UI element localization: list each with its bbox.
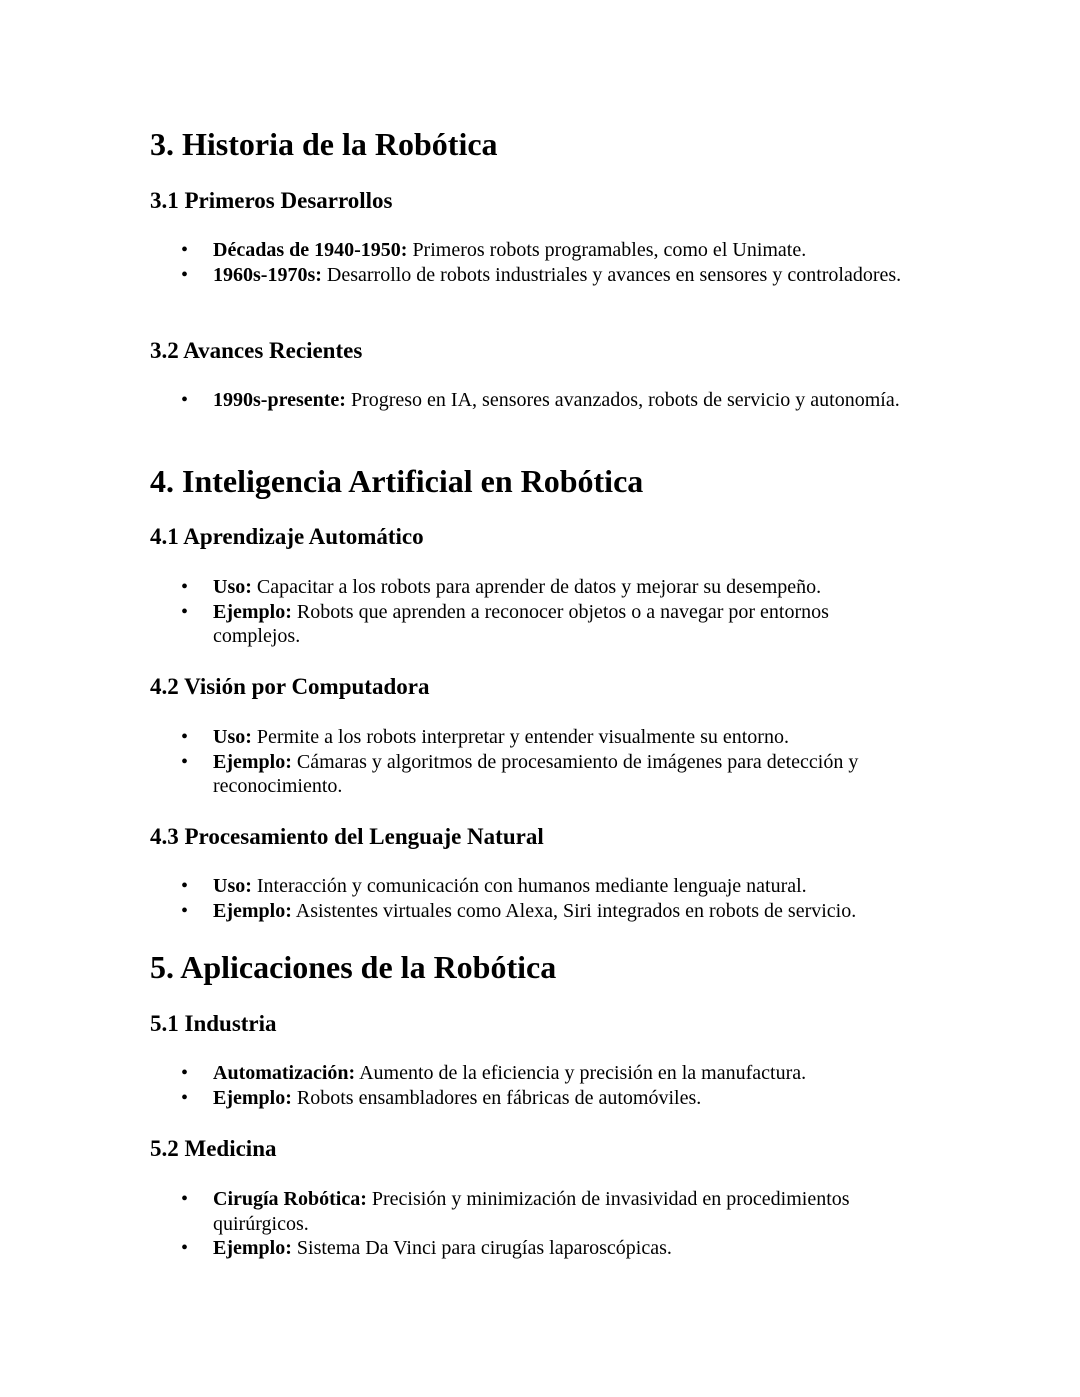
subsection-heading: 3.1 Primeros Desarrollos bbox=[150, 188, 393, 213]
list-item bbox=[150, 263, 910, 288]
item-term: Uso: bbox=[213, 576, 252, 598]
item-term: Décadas de 1940-1950: bbox=[213, 239, 408, 261]
item-term: Ejemplo: bbox=[213, 1237, 292, 1259]
item-term: 1990s-presente: bbox=[213, 389, 346, 411]
bullet-icon: • bbox=[181, 1188, 189, 1210]
item-term: Uso: bbox=[213, 875, 252, 897]
item-text: Interacción y comunicación con humanos mediante lenguaje natural. bbox=[251, 875, 807, 897]
item-term: Cirugía Robótica: bbox=[213, 1188, 367, 1210]
bullet-icon: • bbox=[181, 750, 189, 773]
subsection-heading: 4.1 Aprendizaje Automático bbox=[150, 524, 424, 549]
bullet-icon: • bbox=[181, 899, 189, 922]
list-item bbox=[150, 874, 910, 899]
bullet-icon: • bbox=[181, 600, 189, 623]
item-text: Cámaras y algoritmos de procesamiento de imágenes para detección y reconocimiento. bbox=[213, 750, 859, 797]
bullet-list bbox=[150, 1061, 910, 1110]
bullet-icon: • bbox=[181, 239, 189, 261]
list-item bbox=[150, 388, 910, 413]
item-text: Robots que aprenden a reconocer objetos o a navegar por entornos complejos. bbox=[213, 600, 829, 647]
item-term: Ejemplo: bbox=[213, 750, 292, 773]
list-item bbox=[150, 899, 910, 924]
item-text: Precisión y minimización de invasividad en procedimientos quirúrgicos. bbox=[213, 1188, 850, 1235]
subsection-heading: 5.1 Industria bbox=[150, 1011, 277, 1036]
section-heading: 5. Aplicaciones de la Robótica bbox=[150, 949, 557, 985]
list-item bbox=[150, 1061, 910, 1086]
bullet-icon: • bbox=[181, 726, 189, 748]
bullet-icon: • bbox=[181, 389, 189, 411]
item-term: 1960s-1970s: bbox=[213, 263, 322, 286]
list-item bbox=[150, 750, 910, 799]
list-item bbox=[150, 725, 910, 750]
list-item bbox=[150, 600, 910, 649]
item-term: Uso: bbox=[213, 726, 252, 748]
item-term: Ejemplo: bbox=[213, 1086, 292, 1109]
bullet-list bbox=[150, 575, 910, 649]
bullet-list bbox=[150, 725, 910, 799]
list-item bbox=[150, 575, 910, 600]
subsection-heading: 4.2 Visión por Computadora bbox=[150, 674, 430, 699]
bullet-list bbox=[150, 874, 910, 923]
subsection-heading: 3.2 Avances Recientes bbox=[150, 338, 363, 363]
bullet-icon: • bbox=[181, 1062, 189, 1084]
bullet-icon: • bbox=[181, 576, 189, 598]
bullet-icon: • bbox=[181, 1086, 189, 1109]
item-text: Permite a los robots interpretar y entender visualmente su entorno. bbox=[251, 726, 789, 748]
item-text: Capacitar a los robots para aprender de datos y mejorar su desempeño. bbox=[251, 576, 822, 598]
item-text: Desarrollo de robots industriales y avances en sensores y controladores. bbox=[321, 263, 902, 286]
bullet-list bbox=[150, 388, 910, 413]
item-term: Automatización: bbox=[213, 1062, 356, 1084]
list-item bbox=[150, 1236, 910, 1261]
item-text: Progreso en IA, sensores avanzados, robots de servicio y autonomía. bbox=[345, 389, 900, 411]
bullet-icon: • bbox=[181, 875, 189, 897]
bullet-icon: • bbox=[181, 1237, 189, 1259]
item-term: Ejemplo: bbox=[213, 600, 292, 623]
item-text: Robots ensambladores en fábricas de automóviles. bbox=[291, 1086, 702, 1109]
bullet-icon: • bbox=[181, 263, 189, 286]
list-item bbox=[150, 1086, 910, 1111]
list-item bbox=[150, 238, 910, 263]
list-item bbox=[150, 1187, 910, 1236]
item-text: Sistema Da Vinci para cirugías laparoscópicas. bbox=[291, 1237, 672, 1259]
item-term: Ejemplo: bbox=[213, 899, 292, 922]
item-text: Asistentes virtuales como Alexa, Siri integrados en robots de servicio. bbox=[291, 899, 857, 922]
subsection-heading: 5.2 Medicina bbox=[150, 1136, 277, 1161]
bullet-list bbox=[150, 1187, 910, 1261]
section-heading: 4. Inteligencia Artificial en Robótica bbox=[150, 463, 644, 499]
item-text: Aumento de la eficiencia y precisión en la manufactura. bbox=[355, 1062, 807, 1084]
item-text: Primeros robots programables, como el Unimate. bbox=[407, 239, 807, 261]
subsection-heading: 4.3 Procesamiento del Lenguaje Natural bbox=[150, 824, 544, 849]
section-heading: 3. Historia de la Robótica bbox=[150, 126, 498, 162]
bullet-list bbox=[150, 238, 910, 287]
